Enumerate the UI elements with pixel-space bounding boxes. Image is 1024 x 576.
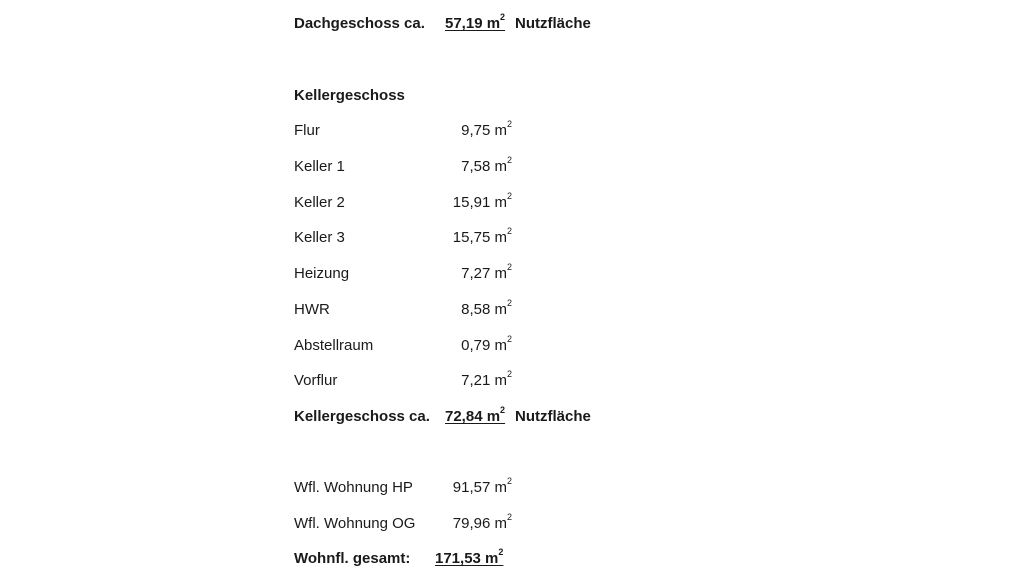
row-value-exponent: 2: [506, 512, 512, 522]
row-value: [461, 299, 512, 321]
row-value-number: 7,21 m: [461, 372, 507, 389]
kellergeschoss-total-label: Kellergeschoss ca.: [294, 408, 430, 425]
row-value-number: 0,79 m: [461, 337, 507, 354]
row-value-number: 15,91 m: [452, 194, 507, 211]
row-value-exponent: 2: [506, 155, 512, 165]
wohnflaeche-total-number: 171,53 m: [435, 550, 499, 567]
row-value-exponent: 2: [506, 262, 512, 272]
row-label: Keller 1: [294, 158, 345, 175]
dachgeschoss-total-line: [294, 13, 614, 35]
table-row: [294, 192, 512, 214]
row-value-exponent: 2: [506, 191, 512, 201]
row-value-number: 91,57 m: [452, 479, 507, 496]
dachgeschoss-total-value: [445, 13, 505, 35]
row-label: Abstellraum: [294, 337, 374, 354]
wohnflaeche-total-exponent: 2: [498, 547, 504, 557]
table-row: [294, 370, 512, 392]
row-value-number: 9,75 m: [461, 122, 507, 139]
row-label: Heizung: [294, 265, 350, 282]
dachgeschoss-total-suffix: Nutzfläche: [515, 15, 591, 32]
dachgeschoss-total-exponent: 2: [500, 12, 506, 22]
table-row: [294, 120, 512, 142]
kellergeschoss-total-number: 72,84 m: [445, 408, 501, 425]
row-value: [453, 227, 512, 249]
row-value-exponent: 2: [506, 226, 512, 236]
row-value-number: 7,58 m: [461, 158, 507, 175]
wohnflaeche-total-value: [435, 548, 503, 570]
table-row: [294, 299, 512, 321]
row-value-exponent: 2: [506, 334, 512, 344]
row-value-number: 7,27 m: [461, 265, 507, 282]
row-value: [453, 477, 512, 499]
table-row: [294, 156, 512, 178]
dachgeschoss-total-label: Dachgeschoss ca.: [294, 15, 425, 32]
row-value: [461, 263, 512, 285]
row-value: [461, 156, 512, 178]
kellergeschoss-total-suffix: Nutzfläche: [515, 408, 591, 425]
row-label: Keller 3: [294, 229, 345, 246]
row-label: HWR: [294, 301, 330, 318]
row-value: [461, 335, 512, 357]
table-row: [294, 227, 512, 249]
kellergeschoss-total-line: [294, 406, 614, 428]
kellergeschoss-total-exponent: 2: [500, 405, 506, 415]
row-value-exponent: 2: [506, 476, 512, 486]
row-value-number: 8,58 m: [461, 301, 507, 318]
wohnflaeche-total-label: Wohnfl. gesamt:: [294, 550, 411, 567]
kellergeschoss-heading: Kellergeschoss: [294, 87, 405, 104]
dachgeschoss-total-number: 57,19 m: [445, 15, 501, 32]
kellergeschoss-total-value: [445, 406, 505, 428]
row-value-number: 15,75 m: [452, 229, 507, 246]
row-value: [453, 513, 512, 535]
wohnflaeche-total-line: [294, 548, 514, 570]
row-value-exponent: 2: [506, 119, 512, 129]
row-value-exponent: 2: [506, 298, 512, 308]
table-row: [294, 263, 512, 285]
row-label: Wfl. Wohnung HP: [294, 479, 413, 496]
row-value: [461, 370, 512, 392]
table-row: [294, 477, 512, 499]
table-row: [294, 335, 512, 357]
row-label: Flur: [294, 122, 320, 139]
row-value-number: 79,96 m: [452, 515, 507, 532]
row-label: Wfl. Wohnung OG: [294, 515, 416, 532]
table-row: [294, 513, 512, 535]
row-label: Vorflur: [294, 372, 338, 389]
row-label: Keller 2: [294, 194, 345, 211]
row-value-exponent: 2: [506, 369, 512, 379]
row-value: [461, 120, 512, 142]
row-value: [453, 192, 512, 214]
